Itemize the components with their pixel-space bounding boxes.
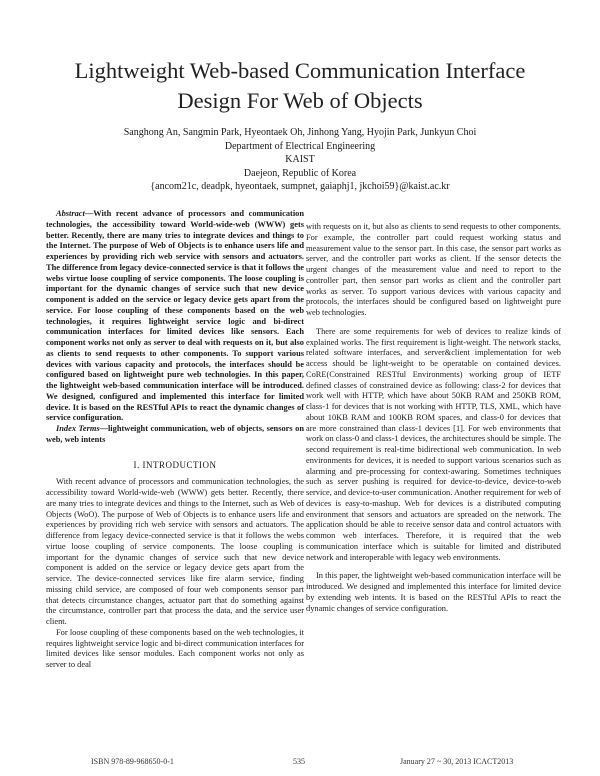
title-line-1: Lightweight Web-based Communication Interface — [74, 58, 526, 83]
footer-page-number: 535 — [293, 757, 305, 766]
right-paragraph-1: with requests on it, but also as clients to send requests to other components. For example, the controller part could request working status and measurement value to the sensor part. In this case, the sensor part works as server, and the controller part works as client. If the sensor detects the urgent changes of the measurement value and need to report to the controller part, then sensor part works as client and the controller part works as server. To support various devices with various capacity and protocols, the interfaces should be configured based on lightweight pure web technologies. — [306, 222, 561, 317]
paper-title — [40, 56, 560, 116]
author-institution: KAIST — [285, 154, 315, 165]
right-column — [306, 222, 561, 614]
author-emails: {ancom21c, deadpk, hyeontaek, sumpnet, gaiaphj1, jkchoi59}@kaist.ac.kr — [150, 181, 450, 192]
author-location: Daejeon, Republic of Korea — [243, 167, 357, 179]
author-names: Sanghong An, Sangmin Park, Hyeontaek Oh, Jinhong Yang, Hyojin Park, Junkyun Choi — [123, 127, 477, 138]
right-paragraph-3: In this paper, the lightweight web-based communication interface will be introduced. We designed and implemented this interface for limited device by extending web intents. It is based on the RESTful APIs to react the dynamic changes of service configuration. — [306, 571, 561, 613]
footer-conference: January 27 ~ 30, 2013 ICACT2013 — [400, 757, 514, 766]
index-terms-label: Index Terms — [56, 424, 100, 433]
left-column — [46, 209, 304, 671]
abstract — [46, 209, 304, 424]
paragraph-gap — [306, 563, 561, 571]
paragraph-gap — [306, 319, 561, 327]
abstract-label: Abstract — [56, 209, 85, 218]
intro-paragraph-1: With recent advance of processors and communication technologies, the accessibility toward World-wide-web (WWW) gets better. Recently, there are many tries to integrate devices and things to the Internet, such as Web of Objects (WoO). The purpose of Web of Objects is to enhance users life and experiences by providing rich web service with sensors and actuators. The difference from legacy device-connected service is that it follows the webs virtue loose coupling of service components. The loose coupling is important for the dynamic changes of service such that new device component is added on the service or legacy device gets apart from the service. The device-connected services like fire alarm service, finding missing child service, are composed of four web components sensor part that detects circumstance changes, actuator part that do something against the circumstance, controller part that process the data, and the service user client. — [46, 477, 304, 626]
abstract-text: —With recent advance of processors and communication technologies, the accessibility toward World-wide-web (WWW) gets better. Recently, there are many tries to integrate devices and things to the Internet. The purpose of Web of Objects is to enhance users life and experiences by providing rich web service with sensors and actuators. The difference from legacy device-connected service is that it follows the webs virtue loose coupling of service components. The loose coupling is important for the dynamic changes of service such that new device component is added on the service or legacy device gets apart from the service. For loose coupling of these components based on the web technologies, it requires lightweight service logic and bi-direct communication interfaces for limited devices like sensors. Each component works not only as server to deal with requests on it, but also as clients to send requests to other components. To support various devices with various capacity and protocols, the interfaces should be configured based on lightweight pure web technologies. In this paper, the lightweight web-based communication interface will be introduced. We designed, configured and implemented this interface for limited device. It is based on the RESTful APIs to react the dynamic changes of service configuration. — [46, 209, 304, 423]
title-line-2: Design For Web of Objects — [177, 88, 423, 113]
footer-isbn: ISBN 978-89-968650-0-1 — [91, 757, 174, 766]
index-terms-text: —lightweight communication, web of objects, sensors on web, web intents — [46, 424, 304, 444]
author-block — [40, 126, 560, 194]
intro-paragraph-2: For loose coupling of these components based on the web technologies, it requires lightweight service logic and bi-direct communication interfaces for limited devices like sensor modules. Each component works not only as server to deal — [46, 627, 304, 669]
index-terms — [46, 424, 304, 446]
author-department: Department of Electrical Engineering — [224, 140, 376, 152]
section-heading-introduction: I. INTRODUCTION — [133, 459, 217, 470]
right-paragraph-2: There are some requirements for web of devices to realize kinds of explained works. The first requirement is light-weight. The network stacks, related software interfaces, and server&client implementation for web access should be light-weight to be operatable on contained devices. CoRE(Constrained RESTful Environments) working group of IETF defined classes of constrained device as following: class-2 for devices that work well with HTTP, which have about 50KB RAM and 250KB ROM, class-1 for devices that is not working with HTTP, TLS, XML, which have about 10KB RAM and 100KB ROM spaces, and class-0 for devices that are more constrained than class-1 devices [1]. For web environments that work on class-0 and class-1 devices, the architectures should be simple. The second requirement is real-time bidirectional web communication. In web environments for devices, it is needed to support various scenarios such as alarming and pre-processing for context-awaring. Sometimes techniques such as server pushing is required for device-to-device, device-to-web service, and device-to-user communication. Another requirement for web of devices is easy-to-mashup. Web for devices is a distributed computing environment that sensors and actuators are spreaded on the network. The application should be able to receive sensor data and control actuators with common web interfaces. Therefore, it is required that the web communication interface which is suitable for limited and distributed network and interoperable with legacy web environments. — [306, 326, 561, 562]
